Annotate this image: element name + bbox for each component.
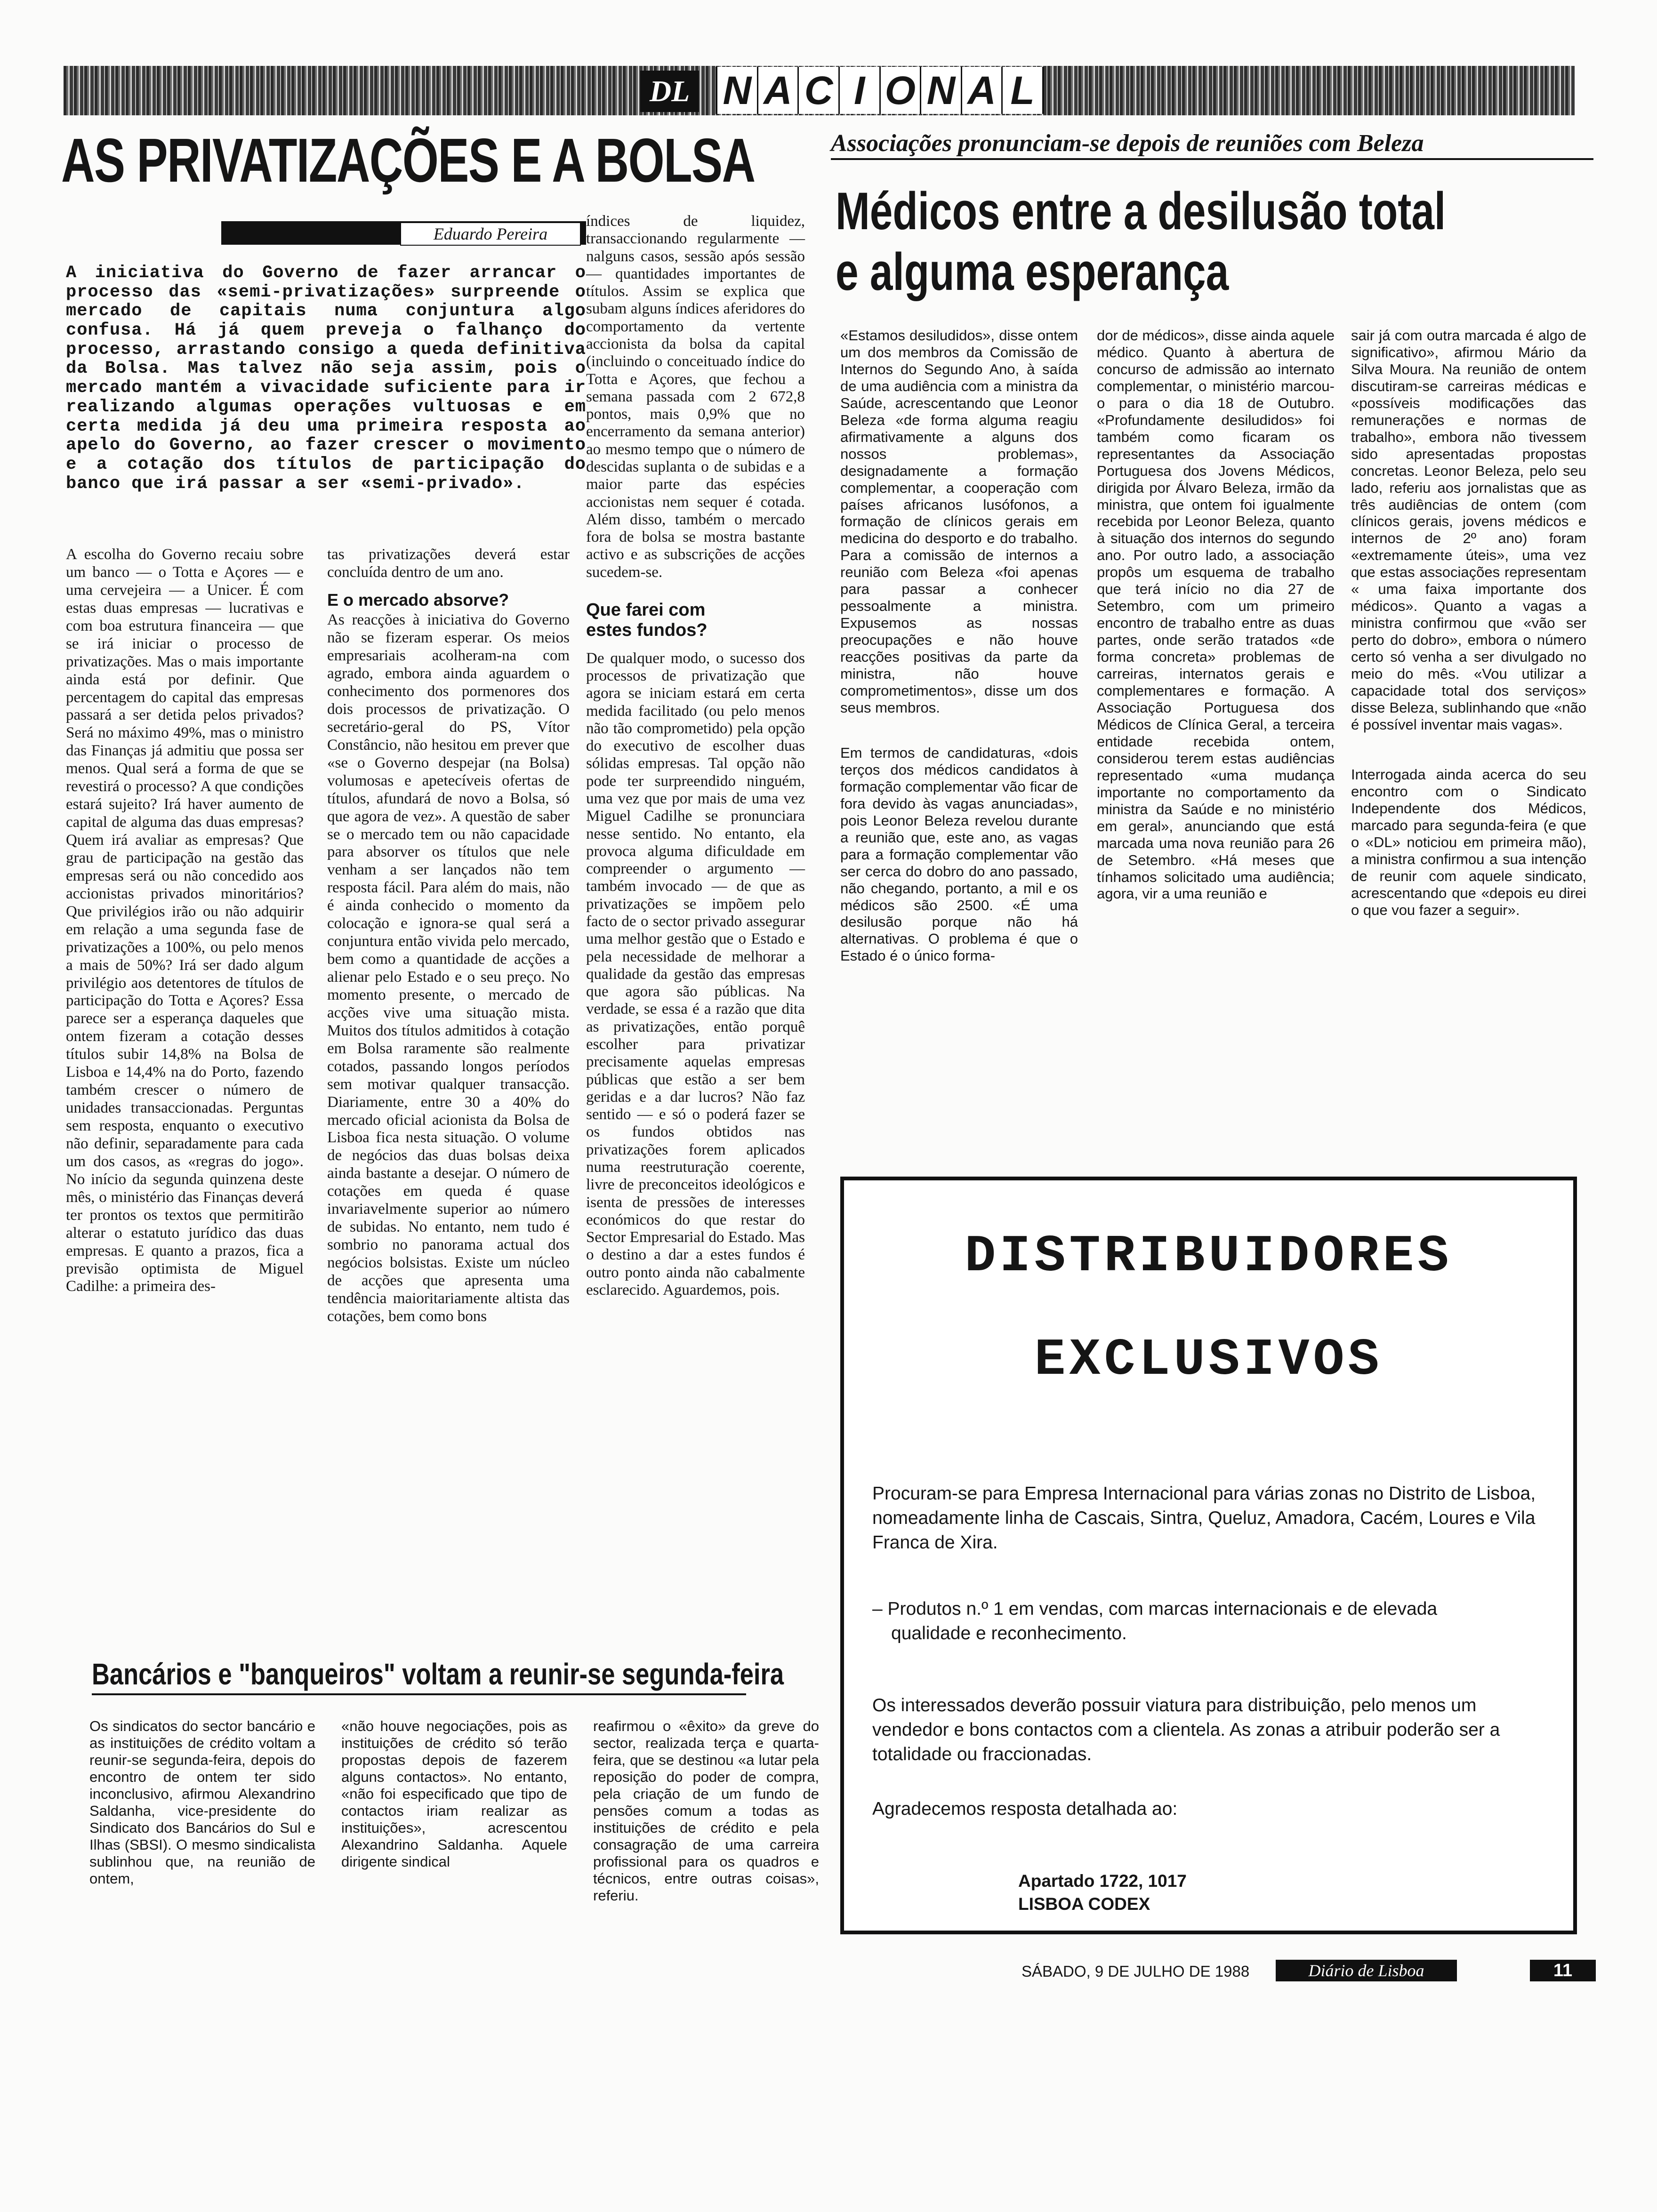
ad-address	[1018, 1870, 1395, 1916]
column-text: Em termos de candidaturas, «dois terços dos médicos candidatos à formação complementar vão ficar de fora devido às vagas anunciadas», pois Leonor Beleza revelou durante a reunião que, este ano, as vagas para a formação complementar vão ser cerca do dobro do ano passado, não chegando, portanto, a mil e os médicos são 2500. «É uma desilusão porque não há alternativas. O problema é que o Estado é o único forma-	[840, 744, 1078, 964]
article-bancarios-column-1: Os sindicatos do sector bancário e as instituições de crédito voltam a reunir-se segunda-feira, depois do encontro de ontem ter sido inconclusivo, afirmou Alexandrino Saldanha, vice-presidente do Sindicato dos Bancários do Sul e Ilhas (SBSI). O mesmo sindicalista sublinhou que, na reunião de ontem,	[89, 1718, 315, 1887]
section-letter: L	[1010, 68, 1035, 112]
ad-title-line: EXCLUSIVOS	[1034, 1331, 1383, 1390]
ad-paragraph: Agradecemos resposta detalhada ao:	[872, 1799, 1178, 1819]
column-text: tas privatizações deverá estar concluída dentro de um ano.	[327, 546, 570, 581]
article-lead: A iniciativa do Governo de fazer arrancar o processo das «semi-privatizações» surpreende o mercado de capitais numa conjuntura algo confusa. Há já quem preveja o falhanço do processo, arrastando consigo a queda definitiva da Bolsa. Mas talvez não seja assim, pois o mercado mantém a vivacidade suficiente para ir realizando algumas operações vultuosas e em certa medida já deu uma primeira resposta ao apelo do Governo, ao fazer crescer o movimento e a cotação dos títulos de participação do banco que irá passar a ser «semi-privado».	[66, 263, 586, 494]
address-line: Apartado 1722, 1017	[1018, 1871, 1187, 1891]
column-text: De qualquer modo, o sucesso dos processos de privatização que agora se iniciam estará em certa medida facilitado (ou pelo menos não tão comprometido) pela opção do executivo de escolher duas sólidas empresas. Tal opção não pode ter surpreendido ninguém, uma vez que por mais de uma vez Miguel Cadilhe se pronunciara nesse sentido. No entanto, ela provoca alguma dificuldade em compreender o argumento — também invocado — de que as privatizações se impõem pelo facto de o sector privado assegurar uma melhor gestão que o Estado e pela necessidade de melhorar a qualidade da gestão das empresas que agora são públicas. Na verdade, se essa é a razão que dita as privatizações, então porquê escolher para privatizar precisamente aquelas empresas públicas que estão a ser bem geridas e a dar lucros? Não faz sentido — e só o poderá fazer se os fundos obtidos nas privatizações forem aplicados numa reestruturação coerente, livre de preconceitos ideológicos e isenta de pressões de interesses económicos do que restar do Sector Empresarial do Estado. Mas o destino a dar a estes fundos é outro ponto ainda não cabalmente esclarecido. Aguardemos, pois.	[586, 649, 805, 1298]
column-text: índices de liquidez, transaccionando regularmente — nalguns casos, sessão após sessão — quantidades importantes de títulos. Assim se explica que subam alguns índices aferidores do comportamento da vertente accionista da bolsa da capital (incluindo o conceituado índice do Totta e Açores, que fechou a semana passada com 2 672,8 pontos, mais 0,9% que no encerramento da semana anterior) ao mesmo tempo que o número de descidas suplanta o de subidas e a maior parte das espécies accionistas nem sequer é cotada. Além disso, também o mercado fora de bolsa se mostra bastante activo e as subscrições de acções sucedem-se.	[586, 213, 805, 581]
ad-bullet: – Produtos n.º 1 em vendas, com marcas internacionais e de elevada qualidade e reconhecimento.	[872, 1599, 1438, 1643]
address-line: LISBOA CODEX	[1018, 1894, 1150, 1914]
article-medicos-column-3	[1351, 327, 1586, 918]
article-medicos-column-2	[1097, 327, 1335, 902]
subheading: Que farei com estes fundos?	[586, 600, 708, 640]
article-column-1	[66, 546, 304, 1296]
article-medicos-headline	[836, 181, 1446, 303]
section-letter: C	[799, 67, 840, 114]
section-letter: A	[758, 67, 799, 114]
advertisement-box	[840, 1177, 1577, 1934]
article-bancarios-column-2: «não houve negociações, pois as instituições de crédito só terão propostas depois de fazerem alguns contactos». No entanto, «não foi especificado que tipo de contactos iriam realizar as instituições», acrescentou Alexandrino Saldanha. Aquele dirigente sindical	[341, 1718, 567, 1870]
headline-line: Médicos entre a desilusão total	[836, 182, 1446, 240]
section-label	[716, 67, 1044, 114]
article-medicos-column-1	[840, 327, 1078, 964]
byline: Eduardo Pereira	[400, 222, 581, 246]
article-column-3	[586, 213, 805, 1299]
footer-date: SÁBADO, 9 DE JULHO DE 1988	[1022, 1963, 1250, 1980]
ad-paragraph: Procuram-se para Empresa Internacional para várias zonas no Distrito de Lisboa, nomeadamente linha de Cascais, Sintra, Queluz, Amadora, Cacém, Loures e Vila Franca de Xira.	[872, 1483, 1536, 1553]
subheading: E o mercado absorve?	[327, 590, 509, 609]
column-text: Interrogada ainda acerca do seu encontro com o Sindicato Independente dos Médicos, marcado para segunda-feira (e que o «DL» noticiou em primeira mão), a ministra confirmou a sua intenção de reunir com aquele sindicato, acrescentando que «depois eu direi o que vou fazer a seguir».	[1351, 766, 1586, 918]
ad-paragraph: Os interessados deverão possuir viatura para distribuição, pelo menos um vendedor e bons contactos com a clientela. As zonas a atribuir poderão ser a totalidade ou fraccionadas.	[872, 1695, 1500, 1764]
newspaper-logo: DL	[640, 71, 699, 112]
column-text: sair já com outra marcada é algo de significativo», afirmou Mário da Silva Moura. Na reunião de ontem discutiram-se carreiras médicas e «possíveis modificações das remunerações e normas de trabalho», embora não tivessem sido apresentadas propostas concretas. Leonor Beleza, pelo seu lado, referiu aos jornalistas que as três audiências de ontem (com clínicos gerais, jovens médicos e internos de 2º ano) foram «extremamente úteis», uma vez que estas associações representam « uma faixa importante dos médicos». Quanto a vagas a ministra confirmou que «vão ser perto do dobro», embora o número certo só venha a ser divulgado no meio do mês. «Vou utilizar a capacidade total dos serviços» disse Beleza, sublinhando que «não é possível inventar mais vagas».	[1351, 327, 1586, 733]
section-letter: I	[840, 67, 881, 114]
section-letter: A	[962, 67, 1003, 114]
column-text: A escolha do Governo recaiu sobre um banco — o Totta e Açores — e uma cervejeira — a Unicer. É com estas duas empresas — lucrativas e com boa estrutura financeira — que se irá iniciar o processo de privatizações. Mas o mais importante ainda está por definir. Que percentagem do capital das empresas passará a ser detida pelos privados? Será no máximo 49%, mas o ministro das Finanças já admitiu que possa ser menos. Qual será a forma de que se revestirá o processo? A que condições estará sujeito? Irá haver aumento de capital de alguma das duas empresas? Quem irá avaliar as empresas? Que grau de participação na gestão das empresas será ou não concedido aos accionistas privados minoritários? Que privilégios irão ou não adquirir em relação a uma segunda fase de privatizações a 100%, ou pelo menos a mais de 50%? Irá ser dado algum privilégio aos detentores de títulos de participação do Totta e Açores? Essa parece ser a esperança daqueles que ontem fizeram a cotação desses títulos subir 14,8% na Bolsa de Lisboa e 14,4% na do Porto, fazendo também crescer o número de unidades transaccionadas. Perguntas sem resposta, enquanto o executivo não definir, separadamente para cada um dos casos, as «regras do jogo». No início da segunda quinzena deste mês, o ministério das Finanças deverá ter prontos os textos que permitirão alterar o estatuto jurídico das duas empresas. E quanto a prazos, fica a previsão optimista de Miguel Cadilhe: a primeira des-	[66, 546, 304, 1295]
section-letter: N	[921, 67, 962, 114]
article-privatizacoes-headline: AS PRIVATIZAÇÕES E A BOLSA	[61, 126, 755, 195]
footer-page-number: 11	[1530, 1960, 1596, 1981]
article-bancarios-column-3: reafirmou o «êxito» da greve do sector, realizada terça e quarta-feira, que se destinou «a lutar pela reposição do poder de compra, pela criação de um fundo de pensões comum a todas as instituições de crédito e pela consagração de uma carreira profissional para os quadros e técnicos, entre outras coisas», referiu.	[593, 1718, 819, 1904]
section-letter: N	[717, 67, 758, 114]
column-text: dor de médicos», disse ainda aquele médico. Quanto à abertura de concurso de admissão ao internato complementar, o ministério marcou-o para o dia 18 de Outubro. «Profundamente desiludidos» foi também como ficaram os representantes da Associação Portuguesa dos Jovens Médicos, dirigida por Álvaro Beleza, irmão da ministra, que ontem foi igualmente recebida por Leonor Beleza, quanto à situação dos internos do segundo ano. Por outro lado, a associação propôs um esquema de trabalho que terá início no dia 27 de Setembro, com um primeiro encontro de trabalho entre as duas partes, onde serão tratados «de forma concreta» problemas de carreiras, internatos gerais e complementares e formação. A Associação Portuguesa dos Médicos de Clínica Geral, a terceira entidade recebida ontem, considerou terem estas audiências representado «uma mudança importante no comportamento da ministra da Saúde e no ministério em geral», anunciando que está marcada uma nova reunião para 26 de Setembro. «Há meses que tínhamos solicitado uma audiência; agora, vir a uma reunião e	[1097, 327, 1335, 902]
article-column-2	[327, 546, 570, 1326]
article-medicos-kicker: Associações pronunciam-se depois de reuniões com Beleza	[831, 129, 1593, 160]
headline-rule	[92, 1693, 746, 1695]
section-letter: O	[881, 67, 922, 114]
article-bancarios-headline: Bancários e "banqueiros" voltam a reunir-se segunda-feira	[92, 1657, 784, 1691]
footer-paper-name: Diário de Lisboa	[1276, 1960, 1457, 1981]
headline-line: e alguma esperança	[836, 242, 1229, 301]
column-text: «Estamos desiludidos», disse ontem um dos membros da Comissão de Internos do Segundo Ano, à saída de uma audiência com a ministra da Saúde, acrescentando que Leonor Beleza «de forma alguma reagiu afirmativamente a alguns dos nossos problemas», designadamente a formação complementar, a cooperação com países africanos lusófonos, a formação de clínicos gerais em medicina do desporto e do trabalho. Para a comissão de internos a reunião com Beleza «foi apenas para passar a conhecer pessoalmente a ministra. Expusemos as nossas preocupações e não houve reacções positivas da parte da ministra, não houve comprometimentos», disse um dos seus membros.	[840, 327, 1078, 716]
column-text: As reacções à iniciativa do Governo não se fizeram esperar. Os meios empresariais acolheram-na com agrado, embora ainda aguardem o conhecimento dos pormenores dos dois processos de privatização. O secretário-geral do PS, Vítor Constâncio, não hesitou em prever que «se o Governo despejar (na Bolsa) volumosas e apetecíveis ofertas de títulos, afundará de novo a Bolsa, só que agora de vez». A questão de saber se o mercado tem ou não capacidade para absorver os títulos que nele venham a ser lançados não tem resposta fácil. Para além do mais, não é ainda conhecido o momento da colocação e ignora-se qual será a conjuntura então vivida pelo mercado, bem como a quantidade de acções a alienar pelo Estado e o seu preço. No momento presente, o mercado de acções vive uma situação mista. Muitos dos títulos admitidos à cotação em Bolsa raramente são realmente cotados, passando longos períodos sem motivar qualquer transacção. Diariamente, entre 30 a 40% do mercado oficial acionista da Bolsa de Lisboa fica nesta situação. O volume de negócios das duas bolsas deixa ainda bastante a desejar. O número de cotações em queda é quase invariavelmente superior ao número de subidas. No entanto, nem tudo é sombrio no panorama actual dos negócios bolsistas. Existe um núcleo de acções que apresenta uma tendência maioritariamente altista das cotações, bem como bons	[327, 611, 570, 1325]
ad-title-line: DISTRIBUIDORES	[965, 1227, 1453, 1286]
